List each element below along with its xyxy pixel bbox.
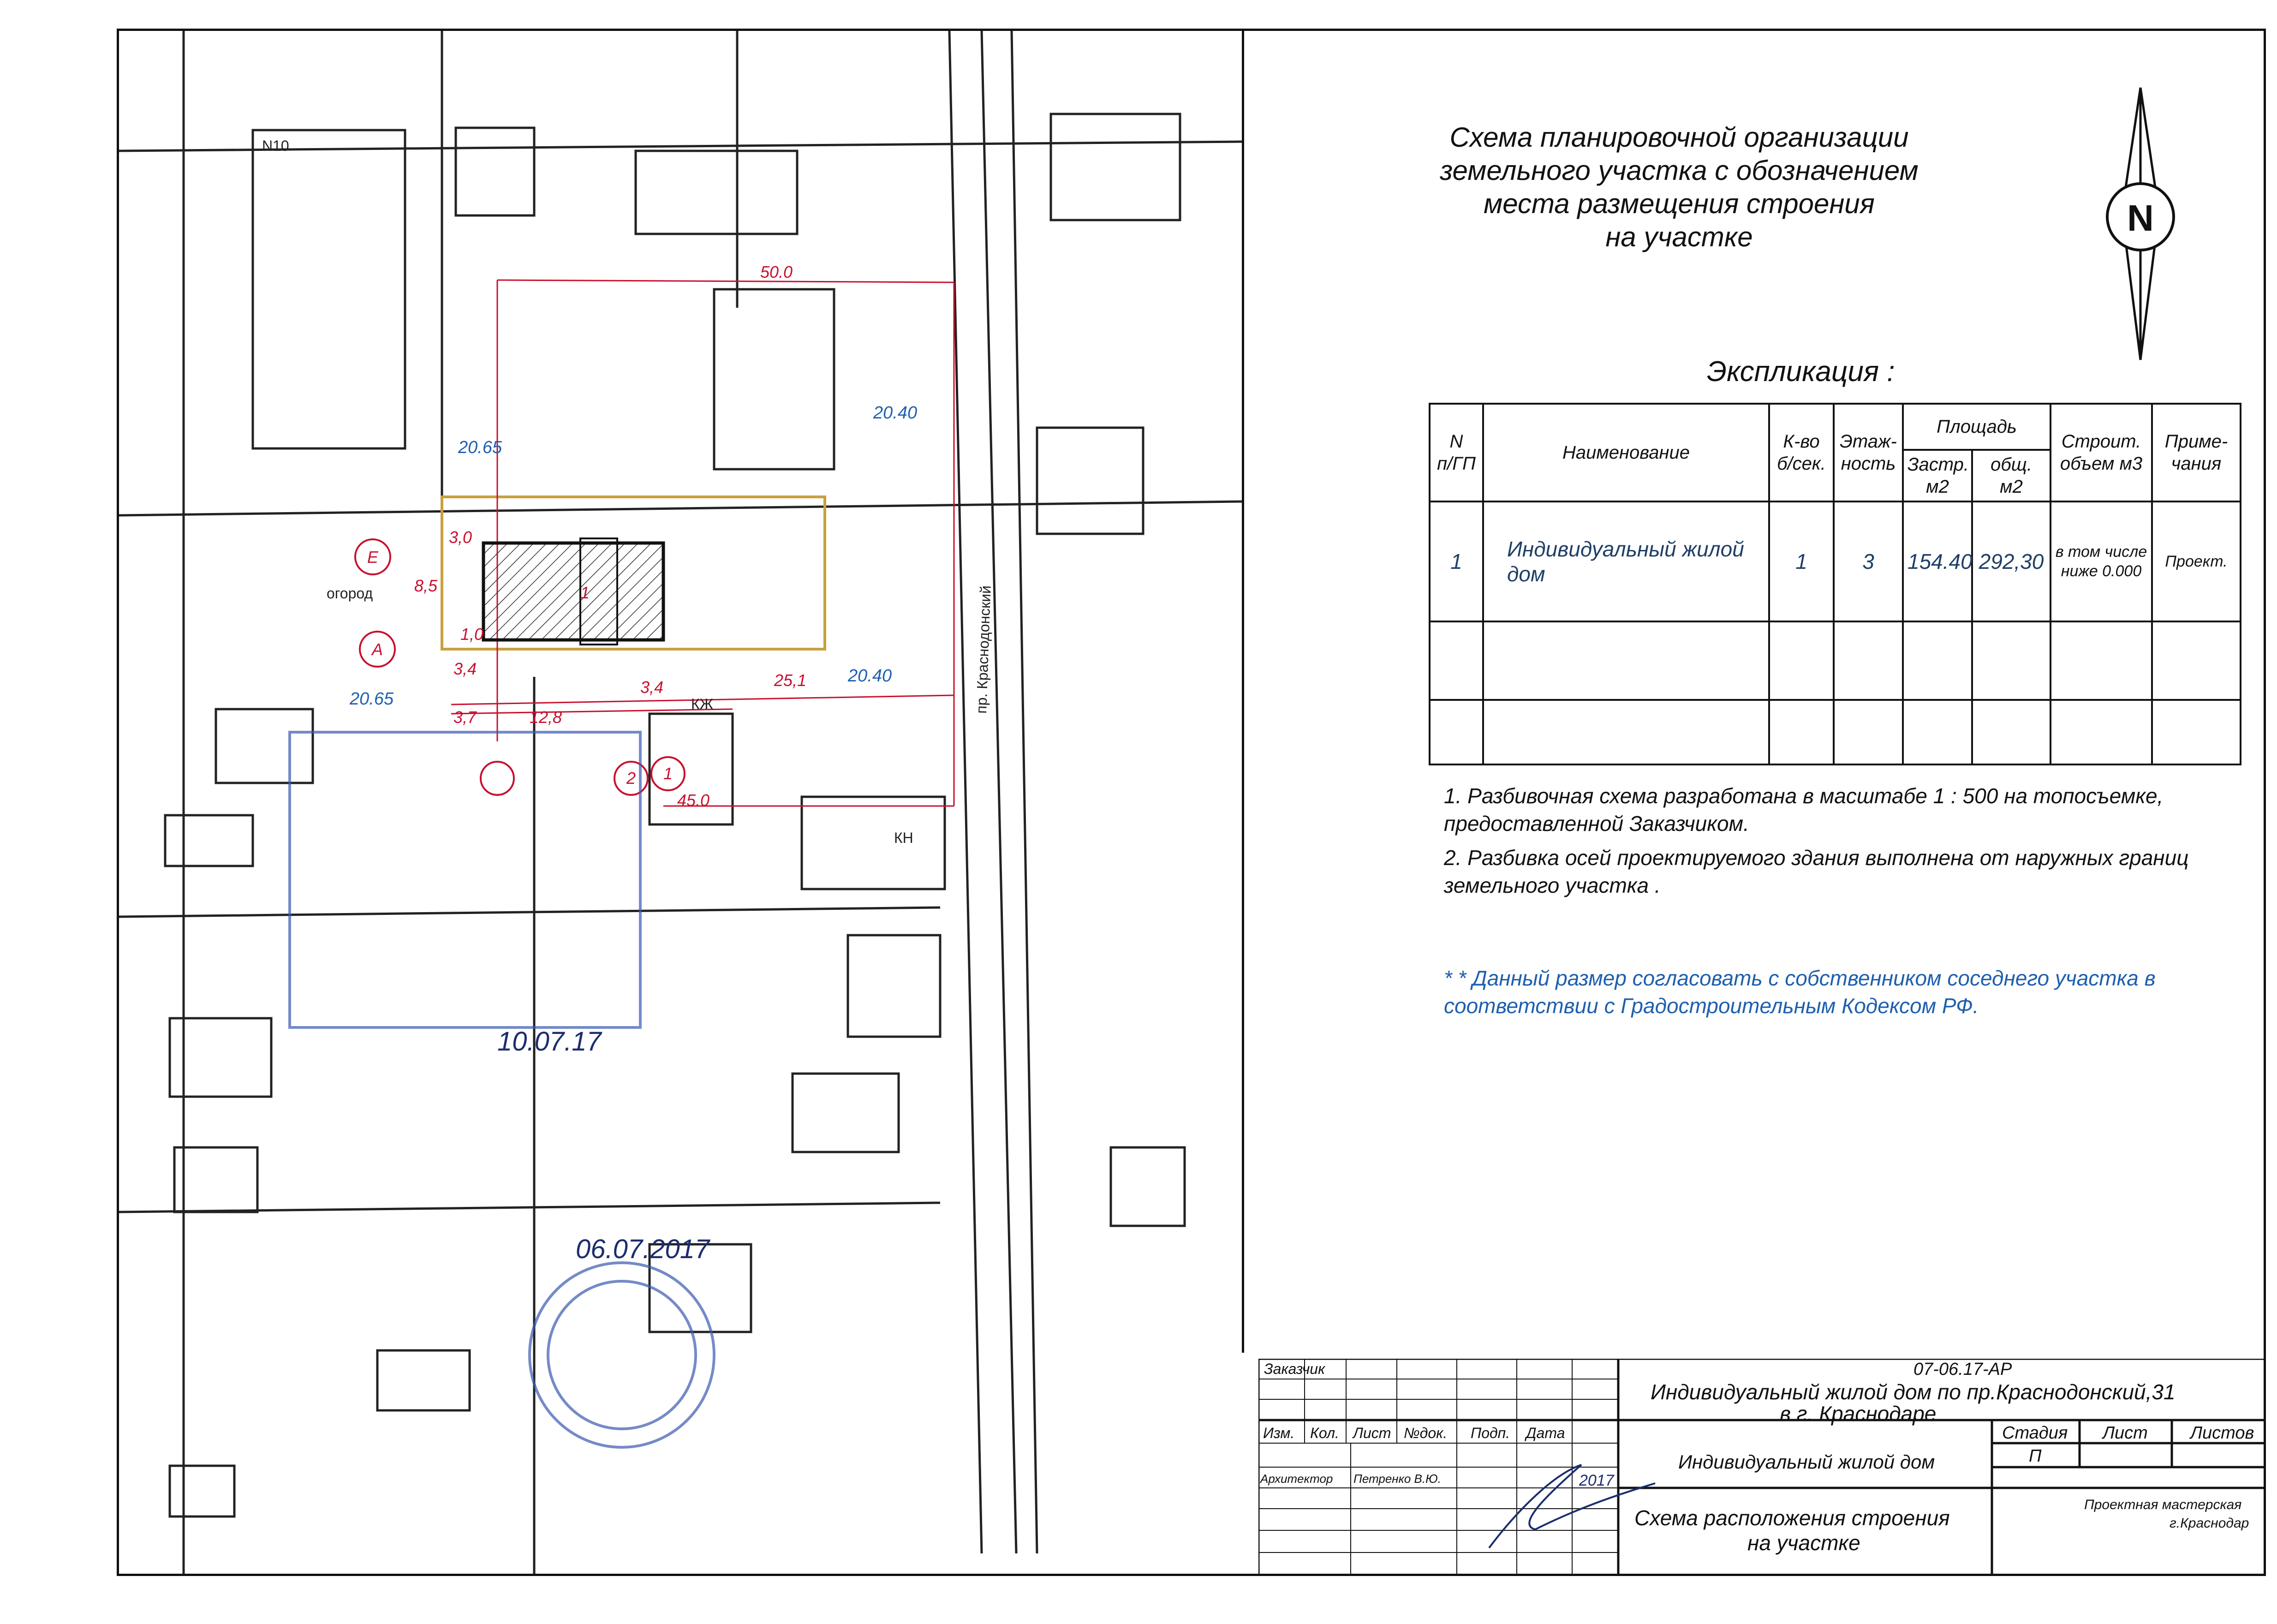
title-line-3: места размещения строения	[1484, 188, 1875, 219]
dim-10-label: 1,0	[460, 625, 484, 644]
title-block	[1258, 1359, 2266, 1576]
dim-34a-label: 3,4	[453, 659, 477, 678]
dim-top-label: 50.0	[760, 263, 793, 281]
header-area-built: Застр. м2	[1903, 450, 1972, 502]
row-area-total: 292,30	[1972, 502, 2050, 621]
kzh-label: КЖ	[691, 696, 714, 712]
table-row-empty	[1430, 700, 2241, 764]
map-border	[1242, 29, 1244, 1353]
dim-37-label: 3,7	[453, 708, 477, 727]
sign-date: 2017	[1579, 1472, 1614, 1489]
header-volume: Строит. объем м3	[2050, 404, 2152, 502]
map-buildings	[165, 114, 1185, 1517]
kn-label: КН	[894, 830, 913, 846]
stamp-impressions	[290, 732, 714, 1447]
table-row-empty	[1430, 621, 2241, 700]
handwritten-date: 10.07.17	[497, 1027, 602, 1057]
header-floors: Этаж-ность	[1834, 404, 1903, 502]
dim-85-label: 8,5	[414, 576, 438, 595]
dim-bottom-label: 45.0	[677, 791, 710, 810]
dim-25-label: 25,1	[774, 671, 807, 690]
dim-34b-label: 3,4	[640, 678, 664, 697]
dim-30-label: 3,0	[449, 528, 472, 547]
dim-left-label: 20.65	[458, 438, 502, 457]
note-2: 2. Разбивка осей проектируемого здания выполнена от наружных границ земельного участка .	[1444, 846, 2189, 897]
header-count: К-во б/сек.	[1769, 404, 1834, 502]
col-podp: Подп.	[1471, 1425, 1510, 1441]
north-letter: N	[2127, 197, 2154, 239]
sheet-name: Индивидуальный жилой дом	[1678, 1451, 1935, 1473]
list-header: Лист	[2103, 1423, 2148, 1443]
title-line-4: на участке	[1605, 221, 1753, 252]
stage-value: П	[2029, 1446, 2042, 1466]
title-line-2: земельного участка с обозначением	[1440, 155, 1919, 186]
header-num: N п/ГП	[1430, 404, 1483, 502]
drawing-name-1: Схема расположения строения	[1634, 1506, 1950, 1530]
row-count: 1	[1769, 502, 1834, 621]
drawing-title	[1352, 121, 2007, 254]
project-code: 07-06.17-АР	[1913, 1360, 2012, 1379]
north-arrow-icon	[2085, 83, 2196, 369]
org-line-1: Проектная мастерская	[2084, 1497, 2242, 1512]
table-row	[1430, 502, 2241, 621]
row-name: Индивидуальный жилой дом	[1483, 502, 1769, 621]
col-data: Дата	[1526, 1425, 1565, 1441]
role-architect: Архитектор	[1260, 1472, 1333, 1486]
row-area-built: 154.40	[1903, 502, 1972, 621]
note-1: 1. Разбивочная схема разработана в масштабе 1 : 500 на топосъемке, предоставленной Заказчиком.	[1444, 784, 2164, 836]
col-izm: Изм.	[1263, 1425, 1295, 1441]
title-line-1: Схема планировочной организации	[1449, 122, 1909, 153]
col-ndok: №док.	[1404, 1425, 1448, 1441]
explication-title: Экспликация :	[1707, 356, 1895, 388]
drawing-name-2: на участке	[1747, 1531, 1860, 1555]
architect-name: Петренко В.Ю.	[1353, 1472, 1441, 1486]
axis-e-label: Е	[367, 548, 379, 567]
row-floors: 3	[1834, 502, 1903, 621]
ogorod-label: огород	[327, 585, 373, 602]
object-line-2: в г. Краснодаре	[1780, 1402, 1937, 1426]
header-note: Приме-чания	[2152, 404, 2241, 502]
row-note: Проект.	[2152, 502, 2241, 621]
general-notes	[1444, 782, 2247, 906]
building-footprint	[483, 538, 663, 645]
row-volume-note: в том числе ниже 0.000	[2050, 502, 2152, 621]
agreement-note: * * Данный размер согласовать с собственником соседнего участка в соответствии с Градостроительным Кодексом РФ.	[1444, 966, 2156, 1018]
axis-2-label: 2	[626, 769, 636, 788]
explication-table	[1429, 403, 2241, 765]
object-line-1: Индивидуальный жилой дом по пр.Краснодонский,31	[1651, 1380, 2176, 1404]
axis-a-label: А	[372, 640, 383, 659]
lists-header: Листов	[2190, 1423, 2254, 1443]
dim-right-label: 20.40	[873, 403, 918, 423]
header-area-total: общ. м2	[1972, 450, 2050, 502]
stage-header: Стадия	[2002, 1423, 2068, 1443]
dim-right2-label: 20.40	[848, 666, 892, 686]
topo-date: 06.07.2017	[576, 1234, 710, 1264]
block-n10-label: N10	[262, 137, 289, 154]
street-label: пр. Краснодонский	[973, 585, 994, 714]
customer-label: Заказчик	[1264, 1361, 1325, 1377]
header-name: Наименование	[1483, 404, 1769, 502]
col-list: Лист	[1353, 1425, 1391, 1441]
row-num: 1	[1430, 502, 1483, 621]
org-line-2: г.Краснодар	[2170, 1516, 2249, 1531]
building-number: 1	[580, 583, 590, 602]
header-area: Площадь	[1903, 404, 2050, 450]
col-kol: Кол.	[1310, 1425, 1339, 1441]
axis-1-label: 1	[663, 764, 673, 783]
dim-left2-label: 20.65	[350, 689, 394, 709]
dim-128-label: 12,8	[530, 708, 562, 727]
topographic-map	[119, 31, 1242, 1574]
